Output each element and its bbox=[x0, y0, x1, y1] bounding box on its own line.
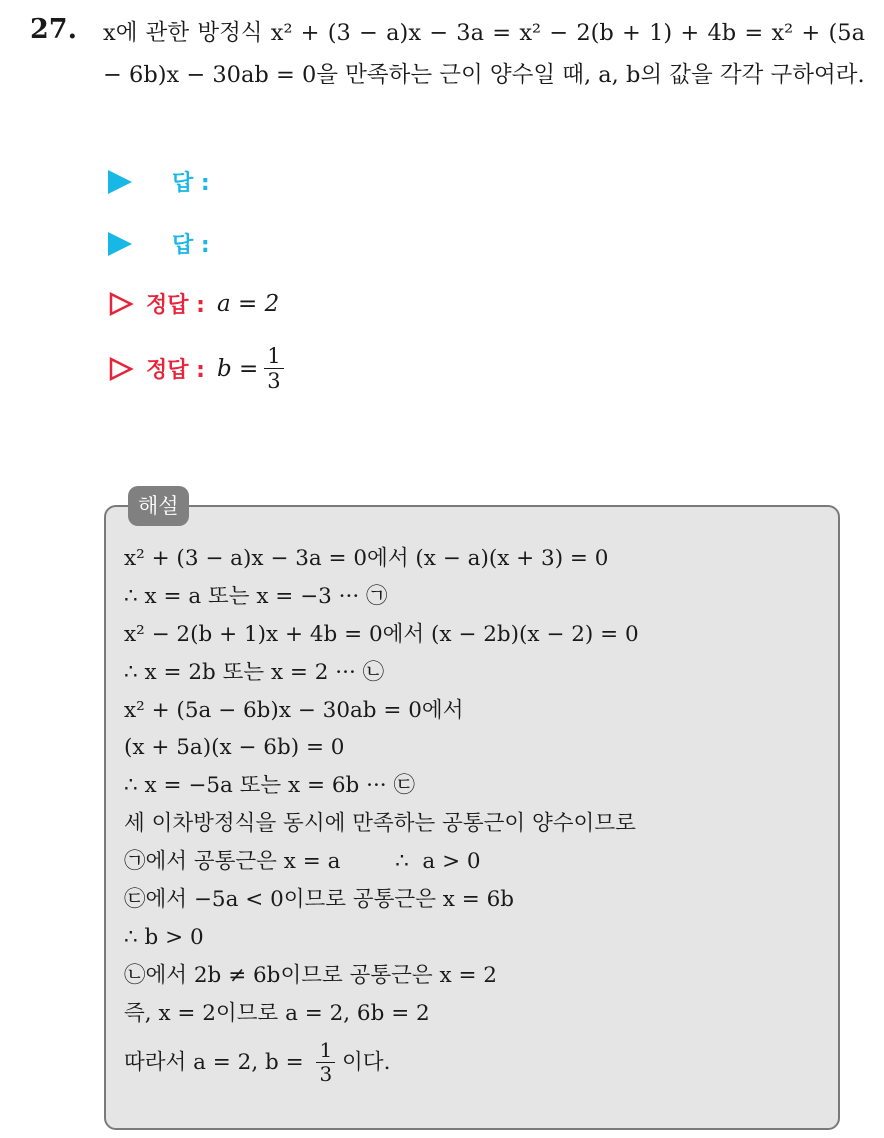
solution-line: ㉢에서 −5a < 0이므로 공통근은 x = 6b bbox=[124, 887, 515, 913]
outlined-triangle-icon bbox=[108, 291, 134, 317]
solution-line: 세 이차방정식을 동시에 만족하는 공통근이 양수이므로 bbox=[124, 811, 636, 837]
solution-line: 즉, x = 2이므로 a = 2, 6b = 2 bbox=[124, 1000, 430, 1026]
correct-answer-label: 정답 : bbox=[146, 358, 205, 384]
play-icon bbox=[108, 170, 132, 194]
question-text: x에 관한 방정식 x² + (3 − a)x − 3a = x² − 2(b + 1) + 4b = x² + (5a − 6b)x − 30ab = 0을 만족하는 근이 양수일 때, a, b의 값을 각각 구하여라. bbox=[103, 20, 865, 88]
fraction-denominator: 3 bbox=[267, 369, 281, 394]
correct-answer-label: 정답 : bbox=[146, 293, 205, 318]
solution-line: ∴ x = a 또는 x = −3 ··· ㉠ bbox=[124, 583, 388, 609]
solution-line: ㉠에서 공통근은 x = a ∴ a > 0 bbox=[124, 849, 481, 875]
solution-line: x² + (5a − 6b)x − 30ab = 0에서 bbox=[124, 697, 464, 723]
fraction-numerator: 1 bbox=[264, 344, 283, 369]
fraction-numerator: 1 bbox=[316, 1039, 335, 1063]
fraction bbox=[316, 1039, 335, 1086]
solution-line: ∴ x = 2b 또는 x = 2 ··· ㉡ bbox=[124, 659, 385, 685]
solution-line: ∴ b > 0 bbox=[124, 924, 204, 950]
correct-answer-value: b = bbox=[216, 355, 259, 382]
solution-line: x² + (3 − a)x − 3a = 0에서 (x − a)(x + 3) = 0 bbox=[124, 546, 609, 571]
solution-lines bbox=[124, 540, 824, 1093]
conclusion-prefix: 따라서 a = 2, b = bbox=[124, 1049, 304, 1075]
outlined-triangle-icon bbox=[108, 356, 134, 382]
play-icon bbox=[108, 232, 132, 256]
answer-label: 답 : bbox=[172, 233, 210, 258]
solution-line: (x + 5a)(x − 6b) = 0 bbox=[124, 735, 345, 761]
correct-answer-row-1 bbox=[108, 288, 279, 319]
answer-label: 답 : bbox=[172, 171, 210, 196]
solution-line: ∴ x = −5a 또는 x = 6b ··· ㉢ bbox=[124, 773, 415, 799]
conclusion-suffix: 이다. bbox=[342, 1049, 391, 1075]
question-number: 27. bbox=[30, 14, 77, 45]
solution-line: ㉡에서 2b ≠ 6b이므로 공통근은 x = 2 bbox=[124, 962, 497, 988]
solution-line: x² − 2(b + 1)x + 4b = 0에서 (x − 2b)(x − 2) = 0 bbox=[124, 621, 639, 647]
answer-row-1 bbox=[108, 166, 210, 197]
fraction bbox=[264, 344, 283, 393]
correct-answer-row-2 bbox=[108, 344, 284, 393]
solution-conclusion bbox=[124, 1033, 824, 1093]
correct-answer-value: a = 2 bbox=[216, 290, 280, 317]
solution-title: 해설 bbox=[128, 486, 189, 526]
answer-row-2 bbox=[108, 228, 210, 259]
fraction-denominator: 3 bbox=[319, 1062, 333, 1087]
